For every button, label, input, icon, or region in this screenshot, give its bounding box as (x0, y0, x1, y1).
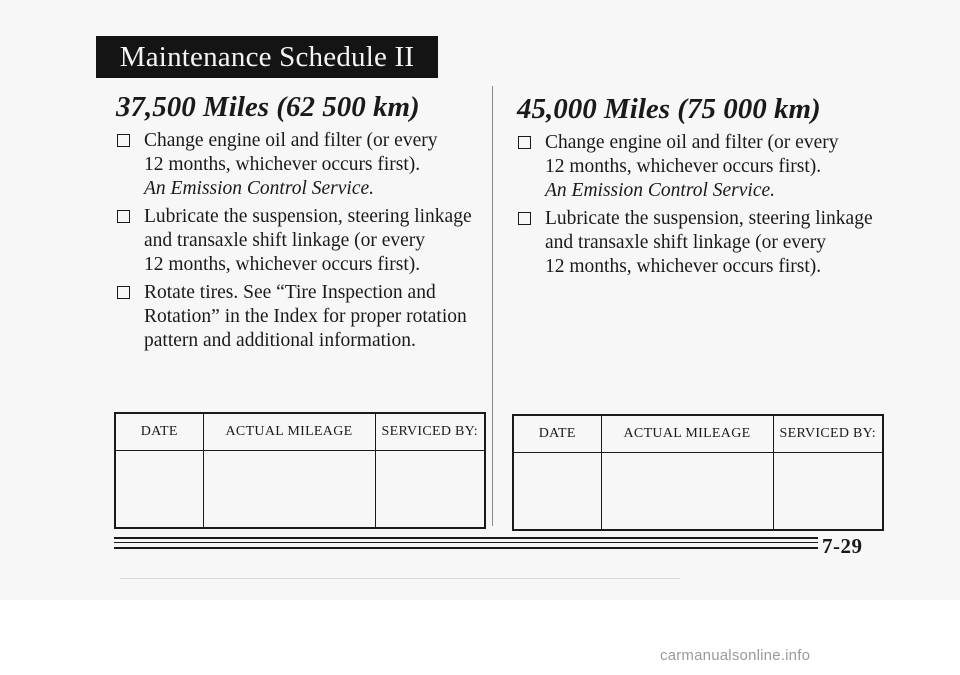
service-item-oil-change (518, 131, 898, 203)
date-column-header: DATE (513, 415, 601, 453)
service-item-lubricate (117, 205, 487, 277)
footer-rule-bottom (114, 547, 818, 549)
service-record-table-45000 (512, 414, 884, 531)
service-item-line: Rotation” in the Index for proper rotation (144, 306, 467, 327)
mileage-column-header: ACTUAL MILEAGE (601, 415, 773, 453)
service-item-line: Rotate tires. See “Tire Inspection and (144, 282, 436, 303)
service-item-line: 12 months, whichever occurs first). (144, 254, 421, 275)
service-item-line: pattern and additional information. (144, 330, 416, 351)
service-item-line: and transaxle shift linkage (or every (545, 232, 827, 253)
service-record-table-37500 (114, 412, 486, 529)
service-list-45000 (518, 131, 898, 283)
table-header-row (115, 413, 485, 451)
section-banner: Maintenance Schedule II (96, 36, 438, 78)
service-item-rotate-tires (117, 281, 487, 353)
column-divider (492, 86, 493, 526)
date-entry-cell (513, 453, 601, 531)
table-row (513, 453, 883, 531)
service-item-line: Lubricate the suspension, steering linkage (144, 206, 472, 227)
service-item-lubricate (518, 207, 898, 279)
interval-heading-45000: 45,000 Miles (75 000 km) (517, 93, 821, 125)
watermark-footer[interactable]: carmanualsonline.info (660, 647, 811, 664)
table-row (115, 451, 485, 529)
page-number: 7-29 (822, 534, 863, 558)
service-item-oil-change (117, 129, 487, 201)
serviced-by-entry-cell (773, 453, 883, 531)
emission-note: An Emission Control Service. (144, 178, 375, 199)
mileage-entry-cell (203, 451, 375, 529)
service-list-37500 (117, 129, 487, 357)
emission-note: An Emission Control Service. (545, 180, 776, 201)
checkbox-icon (518, 212, 531, 225)
service-item-line: Change engine oil and filter (or every (545, 132, 839, 153)
date-entry-cell (115, 451, 203, 529)
scan-shadow (120, 578, 680, 579)
interval-heading-37500: 37,500 Miles (62 500 km) (116, 91, 420, 123)
checkbox-icon (117, 286, 130, 299)
footer-rule-top (114, 537, 818, 539)
service-item-line: 12 months, whichever occurs first). (144, 154, 421, 175)
service-item-line: 12 months, whichever occurs first). (545, 156, 822, 177)
service-item-line: 12 months, whichever occurs first). (545, 256, 822, 277)
mileage-entry-cell (601, 453, 773, 531)
checkbox-icon (117, 210, 130, 223)
serviced-by-column-header: SERVICED BY: (375, 413, 485, 451)
service-item-line: Lubricate the suspension, steering linkage (545, 208, 873, 229)
footer-rule-middle (114, 542, 818, 543)
date-column-header: DATE (115, 413, 203, 451)
serviced-by-column-header: SERVICED BY: (773, 415, 883, 453)
serviced-by-entry-cell (375, 451, 485, 529)
service-item-line: Change engine oil and filter (or every (144, 130, 438, 151)
mileage-column-header: ACTUAL MILEAGE (203, 413, 375, 451)
checkbox-icon (117, 134, 130, 147)
service-item-line: and transaxle shift linkage (or every (144, 230, 426, 251)
table-header-row (513, 415, 883, 453)
checkbox-icon (518, 136, 531, 149)
